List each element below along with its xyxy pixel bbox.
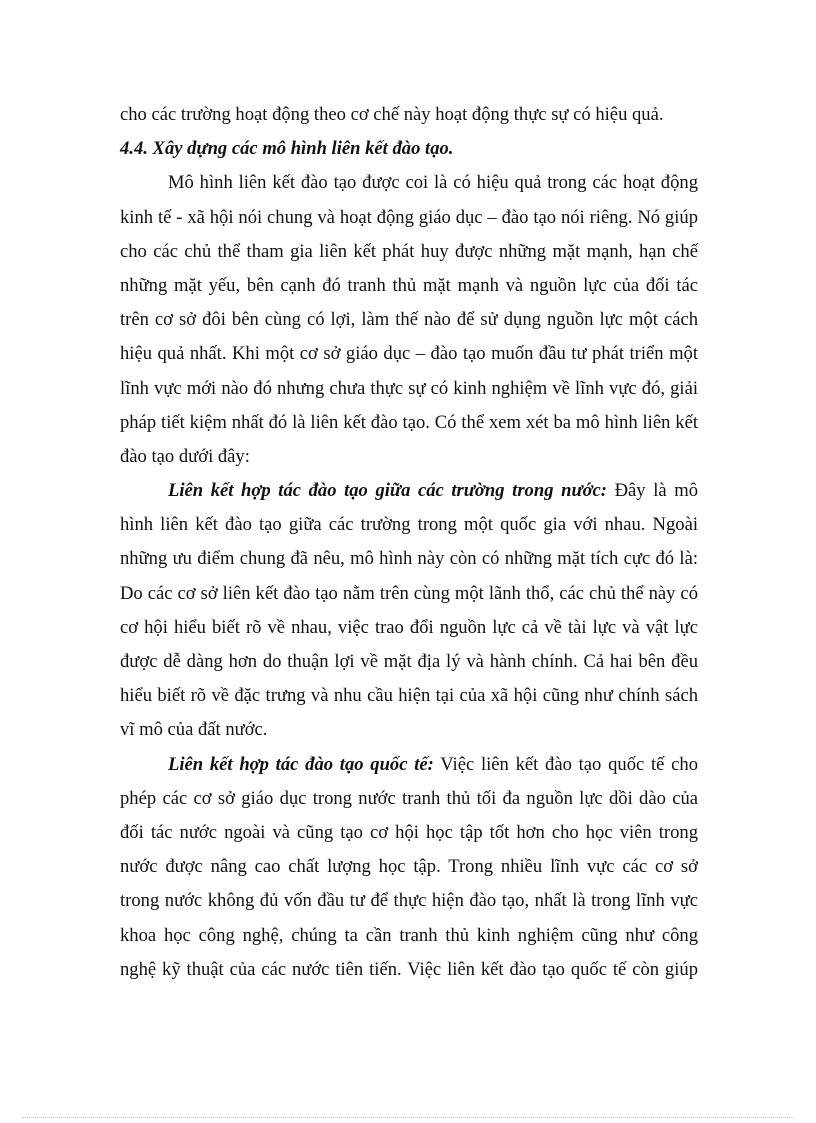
paragraph-1-line: pháp tiết kiệm nhất đó là liên kết đào tạo. Có thể xem xét ba mô hình liên kết: [120, 411, 698, 433]
paragraph-1-line: hiệu quả nhất. Khi một cơ sở giáo dục – đào tạo muốn đầu tư phát triển một: [120, 343, 698, 365]
paragraph-3: [120, 748, 698, 987]
paragraph-2: [120, 474, 698, 748]
paragraph-3-first-line: [120, 748, 698, 782]
paragraph-2-line: hình liên kết đào tạo giữa các trường trong một quốc gia với nhau. Ngoài: [120, 514, 698, 536]
paragraph-1-line: đào tạo dưới đây:: [120, 445, 250, 467]
paragraph-1: [120, 166, 698, 474]
page-bottom-divider: [22, 1117, 794, 1118]
paragraph-1-line: những mặt yếu, bên cạnh đó tranh thủ mặt mạnh và nguồn lực của đối tác: [120, 274, 698, 296]
paragraph-1-line: cho các chủ thể tham gia liên kết phát huy được những mặt mạnh, hạn chế: [120, 240, 698, 262]
paragraph-2-line: Do các cơ sở liên kết đào tạo nằm trên cùng một lãnh thổ, các chủ thể này có: [120, 582, 698, 604]
paragraph-3-line: trong nước không đủ vốn đầu tư để thực hiện đào tạo, nhất là trong lĩnh vực: [120, 890, 698, 912]
paragraph-3-line: nước được nâng cao chất lượng học tập. Trong nhiều lĩnh vực các cơ sở: [120, 856, 698, 878]
paragraph-1-line: lĩnh vực mới nào đó nhưng chưa thực sự có kinh nghiệm về lĩnh vực đó, giải: [120, 377, 698, 399]
document-body: [120, 98, 698, 987]
paragraph-1-line: Mô hình liên kết đào tạo được coi là có hiệu quả trong các hoạt động: [168, 172, 698, 194]
paragraph-3-line: đối tác nước ngoài và cũng tạo cơ hội học tập tốt hơn cho học viên trong: [120, 821, 698, 843]
paragraph-3-lead: Liên kết hợp tác đào tạo quốc tế:: [168, 753, 434, 775]
paragraph-3-line: khoa học công nghệ, chúng ta cần tranh thủ kinh nghiệm cũng như công: [120, 924, 698, 946]
paragraph-2-lead: Liên kết hợp tác đào tạo giữa các trường trong nước:: [168, 480, 608, 502]
paragraph-2-first-line-rest: Đây là mô: [607, 480, 698, 502]
paragraph-2-line: cơ hội hiểu biết rõ về nhau, việc trao đổi nguồn lực cả về tài lực và vật lực: [120, 616, 698, 638]
paragraph-1-line: trên cơ sở đôi bên cùng có lợi, làm thế nào để sử dụng nguồn lực một cách: [120, 309, 698, 331]
paragraph-2-line: được dễ dàng hơn do thuận lợi về mặt địa lý và hành chính. Cả hai bên đều: [120, 651, 698, 672]
continuation-line: cho các trường hoạt động theo cơ chế này hoạt động thực sự có hiệu quả.: [120, 104, 664, 125]
paragraph-2-line: hiểu biết rõ về đặc trưng và nhu cầu hiện tại của xã hội cũng như chính sách: [120, 685, 698, 707]
paragraph-2-line: những ưu điểm chung đã nêu, mô hình này còn có những mặt tích cực đó là:: [120, 548, 698, 570]
section-heading: 4.4. Xây dựng các mô hình liên kết đào tạo.: [120, 138, 454, 160]
paragraph-1-line: kinh tế - xã hội nói chung và hoạt động giáo dục – đào tạo nói riêng. Nó giúp: [120, 206, 698, 228]
paragraph-3-line: phép các cơ sở giáo dục trong nước tranh thủ tối đa nguồn lực dồi dào của: [120, 787, 698, 809]
paragraph-3-first-line-rest: Việc liên kết đào tạo quốc tế cho: [433, 753, 698, 775]
paragraph-2-line: vĩ mô của đất nước.: [120, 719, 268, 741]
paragraph-3-line: nghệ kỹ thuật của các nước tiên tiến. Việc liên kết đào tạo quốc tế còn giúp: [120, 958, 698, 980]
paragraph-2-first-line: [120, 474, 698, 508]
